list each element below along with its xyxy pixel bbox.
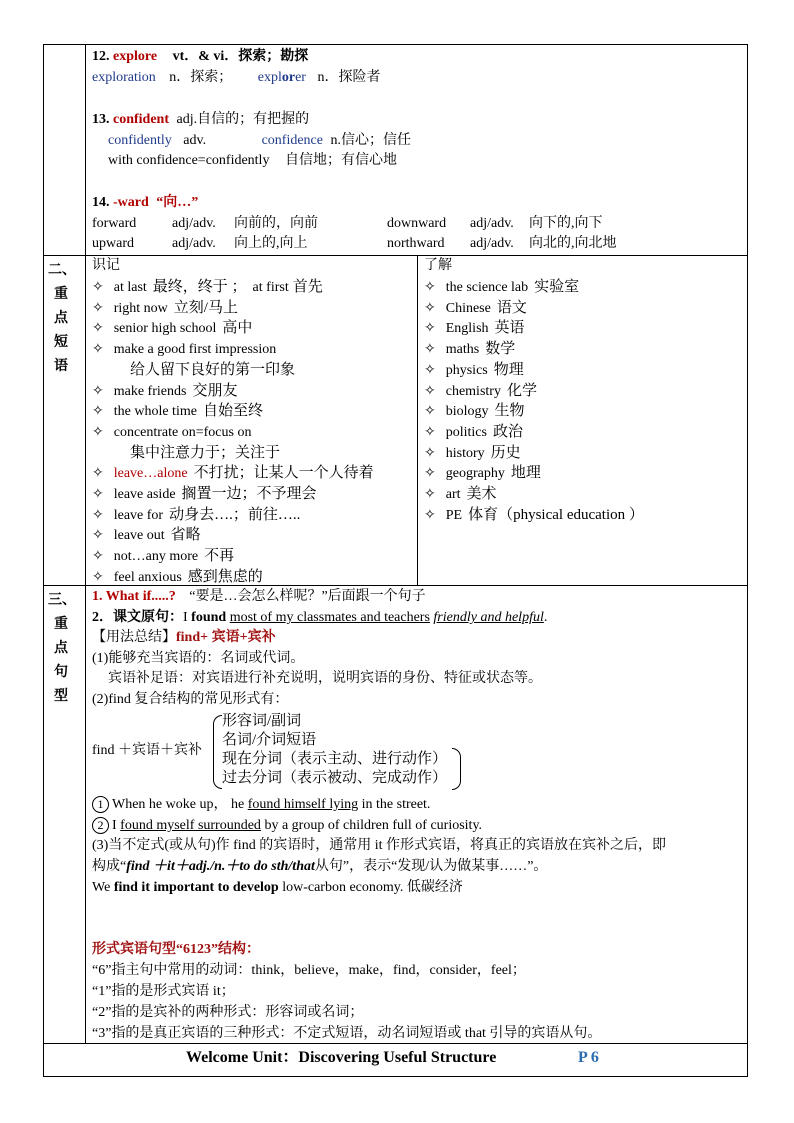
phrase-zh: 英语 xyxy=(494,320,525,337)
item-13: 13. confident adj.自信的；有把握的 xyxy=(92,112,310,127)
table-top-border xyxy=(43,44,748,45)
form-noun: 名词/介词短语 xyxy=(222,732,317,748)
bullet-icon: ✧ xyxy=(92,280,104,295)
phrase-zh: 搁置一边；不予理会 xyxy=(181,486,317,502)
phrase-en: the science lab xyxy=(445,280,529,295)
understand-phrase-item xyxy=(424,381,537,402)
usage-summary: 【用法总结】find+ 宾语+宾补 xyxy=(92,630,276,645)
bullet-icon: ✧ xyxy=(92,424,104,440)
understand-phrase-item xyxy=(424,318,525,339)
table-left-border xyxy=(43,44,44,1077)
phrase-en: chemistry xyxy=(445,383,501,399)
find-formula: find ＋宾语＋宾补 xyxy=(92,743,203,758)
memorize-phrase-item xyxy=(92,525,201,546)
bullet-icon: ✧ xyxy=(92,342,104,358)
bullet-icon: ✧ xyxy=(92,404,104,420)
bullet-icon: ✧ xyxy=(424,466,436,482)
form-present-participle: 现在分词（表示主动、进行动作） xyxy=(222,751,448,767)
bullet-icon: ✧ xyxy=(424,404,436,420)
phrase-en: biology xyxy=(445,404,489,420)
item-12-derivatives: exploration n．探索； explorer n．探险者 xyxy=(92,70,381,85)
phrase-en: at last xyxy=(113,280,147,295)
phrase-en: leave for xyxy=(113,507,164,523)
item-13-line2: with confidence=confidently 自信地；有信心地 xyxy=(108,153,397,168)
understand-phrase-item xyxy=(424,401,525,422)
phrase-en: leave…alone xyxy=(113,466,188,482)
phrase-zh: 地理 xyxy=(510,465,541,482)
phrase-en: English xyxy=(445,321,489,337)
memorize-phrase-item xyxy=(92,401,263,422)
bullet-icon: ✧ xyxy=(424,487,436,502)
phrase-column-divider xyxy=(417,255,418,585)
section-2-label: 二、 重 点 短 语 xyxy=(48,262,76,374)
phrase-en: geography xyxy=(445,466,505,482)
phrase-zh: 政治 xyxy=(492,423,523,440)
phrase-en: make a good first impression xyxy=(113,342,277,358)
text-original-sentence: 2．课文原句：I found most of my classmates and teachers friendly and helpful. xyxy=(92,610,548,625)
usage-point-3: (3)当不定式(或从句)作 find 的宾语时，通常用 it 作形式宾语，将真正的宾语放在宾补之后，即 xyxy=(92,838,666,853)
understand-phrase-item xyxy=(424,422,523,443)
phrase-en: at first xyxy=(252,280,289,295)
phrase-zh: 化学 xyxy=(506,382,537,399)
bullet-icon: ✧ xyxy=(92,383,104,399)
formal-object-1: “1”指的是形式宾语 it； xyxy=(92,984,235,999)
phrase-en: maths xyxy=(445,342,480,358)
label-column-divider xyxy=(85,44,86,1044)
bullet-icon: ✧ xyxy=(92,487,104,502)
memorize-phrase-item xyxy=(92,277,323,298)
formal-object-heading: 形式宾语句型“6123”结构： xyxy=(92,942,260,957)
word-ward: -ward xyxy=(113,195,149,210)
right-brace xyxy=(452,748,461,790)
phrase-en: the whole time xyxy=(113,404,197,420)
example-2: 2 I found myself surrounded by a group of children full of curiosity. xyxy=(92,816,482,836)
row-divider-1 xyxy=(43,255,748,256)
bullet-icon: ✧ xyxy=(92,549,104,565)
phrase-en: physics xyxy=(445,362,488,378)
phrase-zh: 历史 xyxy=(490,444,521,461)
bullet-icon: ✧ xyxy=(424,362,436,378)
understand-phrase-item xyxy=(424,443,521,464)
item-13-line1: confidently adv. confidence n.信心；信任 xyxy=(108,133,411,148)
phrase-zh: 给人留下良好的第一印象 xyxy=(130,361,296,378)
bullet-icon: ✧ xyxy=(92,528,104,544)
word-confident: confident xyxy=(113,112,169,127)
phrase-en: leave out xyxy=(113,528,165,544)
bullet-icon: ✧ xyxy=(424,507,436,523)
phrase-zh: 体育（physical education ） xyxy=(468,506,644,523)
phrase-zh: 首先 xyxy=(292,279,323,295)
form-adjective: 形容词/副词 xyxy=(222,713,302,729)
bullet-icon: ✧ xyxy=(424,300,436,316)
page-number: P 6 xyxy=(578,1049,599,1066)
memorize-phrase-item xyxy=(92,422,257,443)
form-past-participle: 过去分词（表示被动、完成动作） xyxy=(222,770,448,786)
understand-phrase-item xyxy=(424,339,515,360)
phrase-en: right now xyxy=(113,300,168,316)
phrase-en: leave aside xyxy=(113,487,176,502)
phrase-zh: 高中 xyxy=(222,320,253,337)
phrase-en: make friends xyxy=(113,383,187,399)
table-right-border xyxy=(747,44,748,1077)
usage-point-1-note: 宾语补足语：对宾语进行补充说明，说明宾语的身份、特征或状态等。 xyxy=(108,671,542,686)
phrase-zh: 数学 xyxy=(485,341,516,358)
formal-object-6: “6”指主句中常用的动词：think，believe，make，find，consider，feel； xyxy=(92,963,526,978)
bullet-icon: ✧ xyxy=(424,321,436,337)
bullet-icon: ✧ xyxy=(92,321,104,337)
memorize-heading: 识记 xyxy=(92,258,120,273)
phrase-en: senior high school xyxy=(113,321,217,337)
memorize-phrase-item xyxy=(92,567,263,588)
understand-phrase-item xyxy=(424,277,579,298)
phrase-zh: 最终，终于 ； xyxy=(152,279,247,295)
memorize-phrase-item xyxy=(124,443,280,464)
bullet-icon: ✧ xyxy=(92,569,104,585)
phrase-zh: 自始至终 xyxy=(202,403,263,420)
memorize-phrase-item xyxy=(124,360,295,381)
phrase-zh: 实验室 xyxy=(534,279,580,295)
usage-point-2: (2)find 复合结构的常见形式有： xyxy=(92,692,289,707)
understand-heading: 了解 xyxy=(424,258,452,273)
understand-phrase-item xyxy=(424,360,524,381)
pattern-what-if: 1. What if.....? “要是…会怎么样呢？”后面跟一个句子 xyxy=(92,589,426,604)
phrase-zh: 省略 xyxy=(170,527,201,544)
understand-phrase-item xyxy=(424,298,527,319)
memorize-phrase-item xyxy=(92,318,252,339)
bullet-icon: ✧ xyxy=(424,383,436,399)
formal-object-2: “2”指的是宾补的两种形式：形容词或名词； xyxy=(92,1005,364,1020)
memorize-phrase-item xyxy=(92,298,238,319)
item-14-row2: upward adj/adv. 向上的,向上 northward adj/adv. 向北的,向北地 xyxy=(92,236,617,251)
phrase-en: art xyxy=(445,487,461,502)
footer-title: Welcome Unit：Discovering Useful Structure xyxy=(186,1049,497,1066)
phrase-zh: 交朋友 xyxy=(192,382,238,399)
memorize-phrase-item xyxy=(92,381,237,402)
phrase-en: not…any more xyxy=(113,549,199,565)
item-14-row1: forward adj/adv. 向前的，向前 downward adj/adv. 向下的,向下 xyxy=(92,216,603,231)
phrase-zh: 物理 xyxy=(493,361,524,378)
table-bottom-border xyxy=(43,1076,748,1077)
phrase-zh: 不再 xyxy=(204,548,235,565)
memorize-phrase-item xyxy=(92,463,374,484)
memorize-phrase-item xyxy=(92,546,234,567)
bullet-icon: ✧ xyxy=(424,280,436,295)
phrase-zh: 动身去….；前往….. xyxy=(169,506,301,523)
usage-point-1: (1)能够充当宾语的：名词或代词。 xyxy=(92,651,305,666)
left-brace xyxy=(213,715,222,789)
memorize-phrase-item xyxy=(92,484,317,505)
bullet-icon: ✧ xyxy=(424,342,436,358)
phrase-en: concentrate on=focus on xyxy=(113,424,252,440)
phrase-zh: 生物 xyxy=(494,403,525,420)
item-14: 14. -ward “向…” xyxy=(92,195,199,210)
bullet-icon: ✧ xyxy=(92,507,104,523)
phrase-zh: 立刻/马上 xyxy=(173,299,238,316)
bullet-icon: ✧ xyxy=(92,466,104,482)
understand-phrase-item xyxy=(424,484,497,505)
section-3-label: 三、 重 点 句 型 xyxy=(48,592,76,704)
phrase-zh: 美术 xyxy=(466,486,497,502)
word-explore: explore xyxy=(113,49,158,64)
phrase-zh: 不打扰；让某人一个人待着 xyxy=(193,465,374,482)
understand-phrase-item xyxy=(424,505,644,526)
example-3: We find it important to develop low-carbon economy. 低碳经济 xyxy=(92,880,463,895)
memorize-phrase-item xyxy=(92,505,300,526)
phrase-zh: 感到焦虑的 xyxy=(187,568,263,585)
item-12: 12. explore vt．& vi．探索；勘探 xyxy=(92,49,309,64)
formal-object-3: “3”指的是真正宾语的三种形式：不定式短语，动名词短语或 that 引导的宾语从句。 xyxy=(92,1026,602,1041)
phrase-en: politics xyxy=(445,424,487,440)
phrase-zh: 集中注意力于；关注于 xyxy=(130,444,281,461)
understand-phrase-item xyxy=(424,463,541,484)
phrase-en: Chinese xyxy=(445,300,491,316)
bullet-icon: ✧ xyxy=(424,445,436,461)
phrase-en: history xyxy=(445,445,485,461)
usage-point-3-structure: 构成“find ＋it＋adj./n.＋to do sth/that从句”，表示“发现/认为做某事……”。 xyxy=(92,859,548,874)
bullet-icon: ✧ xyxy=(424,424,436,440)
memorize-phrase-item xyxy=(92,339,282,360)
phrase-zh: 语文 xyxy=(496,299,527,316)
example-1: 1 When he woke up， he found himself lying in the street. xyxy=(92,795,430,815)
bullet-icon: ✧ xyxy=(92,300,104,316)
phrase-en: PE xyxy=(445,507,463,523)
phrase-en: feel anxious xyxy=(113,569,182,585)
